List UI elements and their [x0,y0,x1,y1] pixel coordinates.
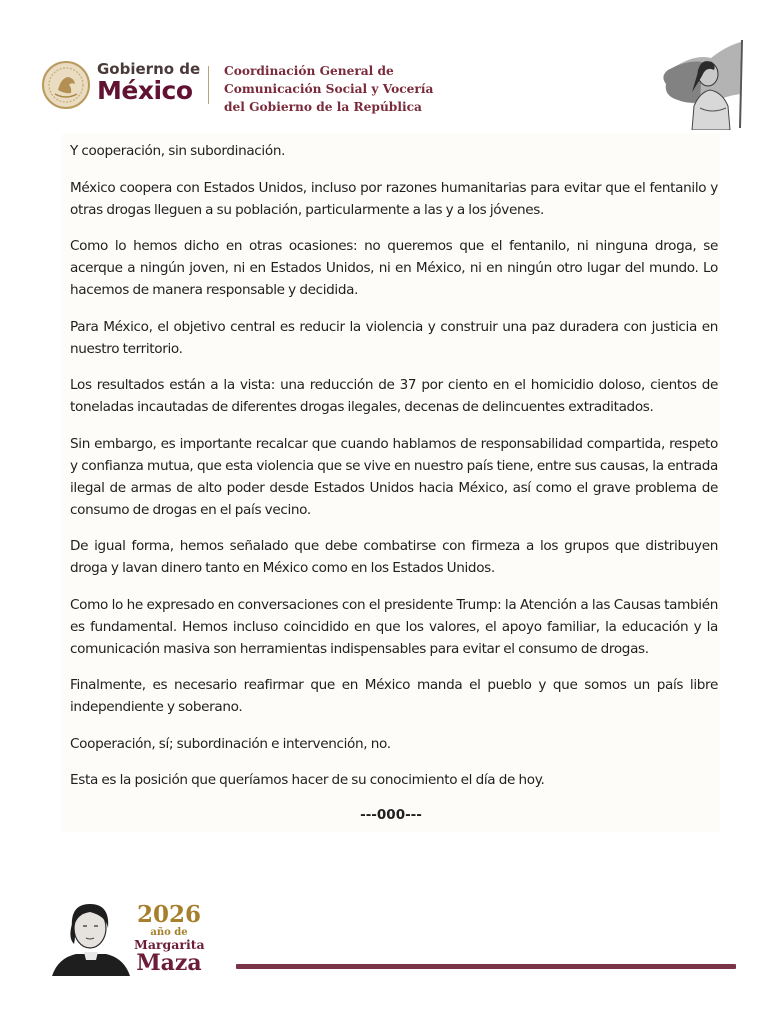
office-line3: del Gobierno de la República [224,100,422,114]
coat-of-arms-seal-icon [41,60,91,110]
year-label: 2026 [136,901,201,928]
paragraph: Como lo hemos dicho en otras ocasiones: no queremos que el fentanilo, ni ninguna droga, se acerque a ningún joven, ni en Estados Unidos, ni en México, ni en ningún otro lugar del mundo. Lo hacemos de manera responsable y decidida. [70,238,718,298]
name-first: Margarita [134,937,205,952]
paragraph: Para México, el objetivo central es reducir la violencia y construir una paz duradera con justicia en nuestro territorio. [70,318,718,357]
logo-line1: Gobierno de [97,60,201,78]
logo-divider [208,66,209,104]
office-name [224,62,433,116]
year-dedication [134,903,204,974]
paragraph: Como lo he expresado en conversaciones con el presidente Trump: la Atención a las Causas también es fundamental. Hemos incluso coincidido en que los valores, el apoyo familiar, la educación y la comunicación masiva son herramientas indispensables para evitar el consumo de drogas. [70,596,718,657]
office-line2: Comunicación Social y Vocería [224,82,434,96]
footer-divider-rule [236,964,736,969]
paragraph: De igual forma, hemos señalado que debe combatirse con firmeza a los grupos que distribuyen droga y lavan dinero tanto en México como en los Estados Unidos. [70,538,718,576]
paragraph: Esta es la posición que queríamos hacer de su conocimiento el día de hoy. [70,772,545,788]
paragraph: Finalmente, es necesario reafirmar que en México manda el pueblo y que somos un país libre independiente y soberano. [70,677,718,715]
logo-line2: México [97,76,193,105]
paragraph: México coopera con Estados Unidos, incluso por razones humanitarias para evitar que el fentanilo y otras drogas lleguen a su población, particularmente a las y a los jóvenes. [70,179,718,218]
paragraph: Sin embargo, es importante recalcar que cuando hablamos de responsabilidad compartida, respeto y confianza mutua, que esta violencia que se vive en nuestro país tiene, entre sus causas, la entrada ilegal de armas de alto poder desde Estados Unidos hacia México, así como el grave problema de consumo de drogas en el país vecino. [70,435,718,518]
document-header [0,0,784,130]
year-subtitle: año de [150,927,188,938]
woman-with-flag-icon [656,36,748,130]
gobierno-de-mexico-logo [97,60,200,104]
document-body [70,140,718,806]
paragraph: Cooperación, sí; subordinación e intervención, no. [70,735,391,752]
paragraph: Los resultados están a la vista: una reducción de 37 por ciento en el homicidio doloso, cientos de toneladas incautadas de diferentes drogas ilegales, decenas de delincuentes extraditados. [70,377,718,415]
name-last: Maza [136,950,202,976]
closing-mark: ---000--- [360,807,422,823]
paragraph: Y cooperación, sin subordinación. [70,143,286,159]
office-line1: Coordinación General de [224,64,394,78]
margarita-maza-portrait-icon [50,898,132,976]
